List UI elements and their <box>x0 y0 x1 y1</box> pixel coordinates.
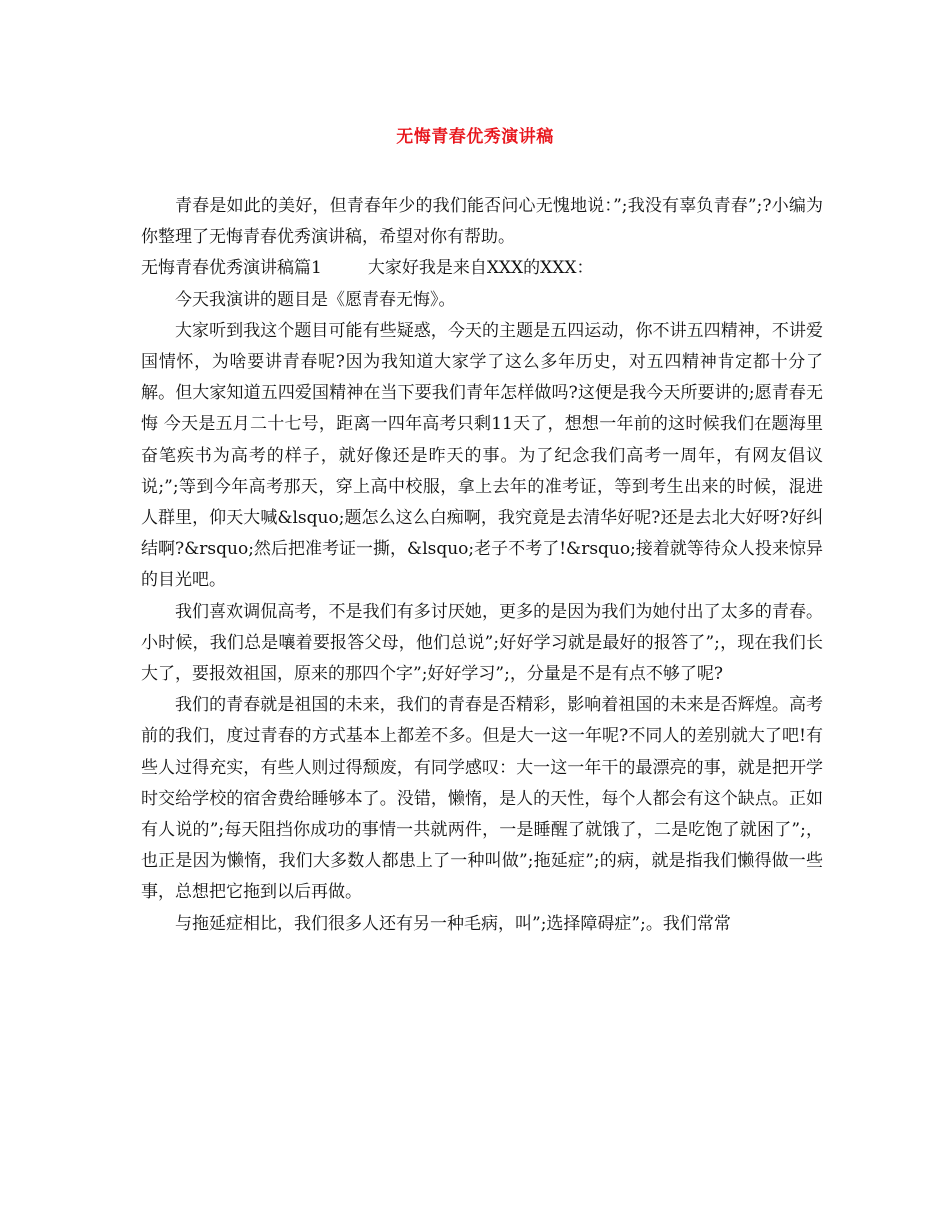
intro-paragraph: 青春是如此的美好，但青春年少的我们能否问心无愧地说：”;我没有辜负青春”;?小编为你整理了无悔青春优秀演讲稿，希望对你有帮助。 <box>141 196 823 248</box>
document-title: 无悔青春优秀演讲稿 <box>396 127 554 147</box>
document-body <box>141 191 823 940</box>
body-paragraph: 与拖延症相比，我们很多人还有另一种毛病，叫”;选择障碍症”;。我们常常 <box>175 913 731 934</box>
section-heading-line <box>141 253 823 284</box>
greeting: 大家好我是来自XXX的XXX： <box>367 258 594 279</box>
body-paragraph: 今天我演讲的题目是《愿青春无悔》。 <box>175 289 456 310</box>
section-heading: 无悔青春优秀演讲稿篇1 <box>141 258 322 279</box>
body-paragraph: 我们的青春就是祖国的未来，我们的青春是否精彩，影响着祖国的未来是否辉煌。高考前的我们，度过青春的方式基本上都差不多。但是大一这一年呢?不同人的差别就大了吧!有些人过得充实，有些人则过得颓废，有同学感叹：大一这一年干的最漂亮的事，就是把开学时交给学校的宿舍费给睡够本了。没错，懒惰，是人的天性，每个人都会有这个缺点。正如有人说的”;每天阻挡你成功的事情一共就两件，一是睡醒了就饿了，二是吃饱了就困了”;，也正是因为懒惰，我们大多数人都患上了一种叫做”;拖延症”;的病，就是指我们懒得做一些事，总想把它拖到以后再做。 <box>141 695 823 903</box>
body-paragraph: 我们喜欢调侃高考，不是我们有多讨厌她，更多的是因为我们为她付出了太多的青春。小时候，我们总是嚷着要报答父母，他们总说”;好好学习就是最好的报答了”;，现在我们长大了，要报效祖国，原来的那四个字”;好好学习”;，分量是不是有点不够了呢? <box>141 601 823 685</box>
body-paragraph: 大家听到我这个题目可能有些疑惑，今天的主题是五四运动，你不讲五四精神，不讲爱国情怀，为啥要讲青春呢?因为我知道大家学了这么多年历史，对五四精神肯定都十分了解。但大家知道五四爱国精神在当下要我们青年怎样做吗?这便是我今天所要讲的;愿青春无悔 今天是五月二十七号，距离一四年高考只剩11天了，想想一年前的这时候我们在题海里奋笔疾书为高考的样子，就好像还是昨天的事。为了纪念我们高考一周年，有网友倡议说;”;等到今年高考那天，穿上高中校服，拿上去年的准考证，等到考生出来的时候，混进人群里，仰天大喊&lsquo;题怎么这么白痴啊，我究竟是去清华好呢?还是去北大好呀?好纠结啊?&rsquo;然后把准考证一撕，&lsquo;老子不考了!&rsquo;接着就等待众人投来惊异的目光吧。 <box>141 320 823 591</box>
